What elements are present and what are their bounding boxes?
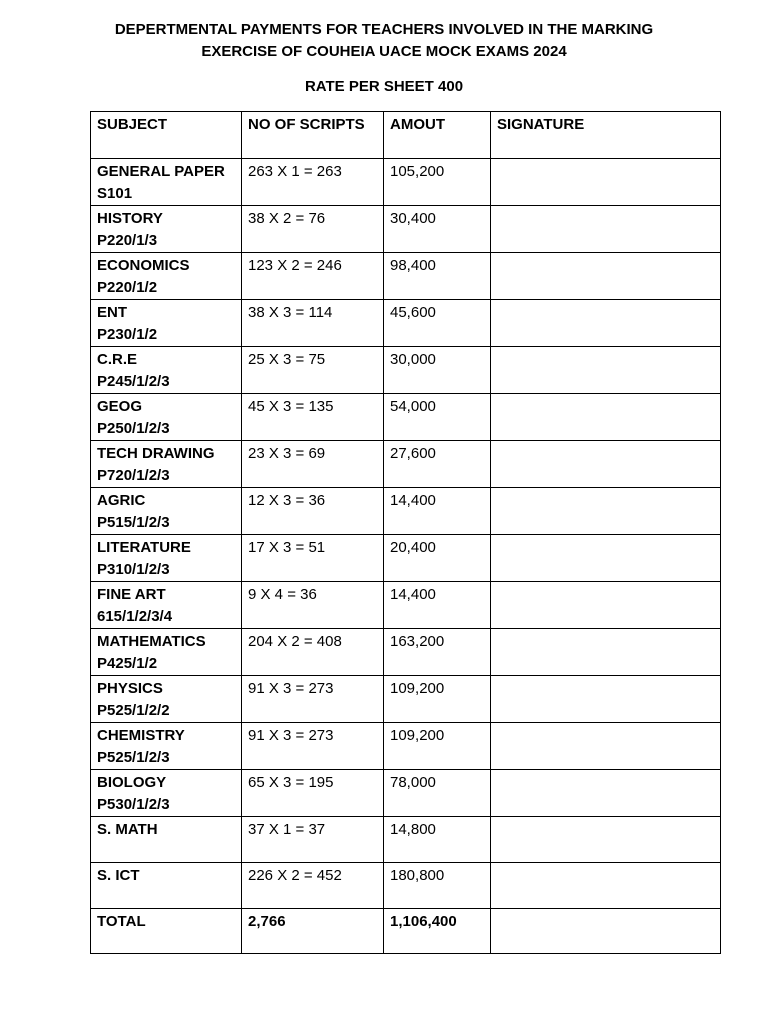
subject-code: P220/1/2 bbox=[97, 279, 158, 296]
subject-code: P310/1/2/3 bbox=[97, 561, 170, 578]
signature-cell bbox=[491, 629, 721, 676]
subject-name: CHEMISTRY bbox=[97, 727, 185, 744]
amount-cell: 30,000 bbox=[384, 347, 491, 394]
subject-code: P245/1/2/3 bbox=[97, 373, 170, 390]
scripts-cell: 38 X 3 = 114 bbox=[242, 300, 384, 347]
amount-cell: 54,000 bbox=[384, 394, 491, 441]
scripts-cell: 91 X 3 = 273 bbox=[242, 676, 384, 723]
table-row bbox=[91, 159, 721, 206]
subject-name: ENT bbox=[97, 304, 127, 321]
scripts-cell: 226 X 2 = 452 bbox=[242, 863, 384, 909]
subject-cell bbox=[91, 817, 242, 863]
scripts-cell: 45 X 3 = 135 bbox=[242, 394, 384, 441]
subject-code: P515/1/2/3 bbox=[97, 514, 170, 531]
scripts-cell: 17 X 3 = 51 bbox=[242, 535, 384, 582]
scripts-cell: 91 X 3 = 273 bbox=[242, 723, 384, 770]
subject-name: GEOG bbox=[97, 398, 143, 415]
subject-cell bbox=[91, 300, 242, 347]
table-row bbox=[91, 817, 721, 863]
table-row bbox=[91, 863, 721, 909]
scripts-cell: 204 X 2 = 408 bbox=[242, 629, 384, 676]
subject-name: PHYSICS bbox=[97, 680, 163, 697]
table-row bbox=[91, 676, 721, 723]
signature-cell bbox=[491, 300, 721, 347]
scripts-cell: 123 X 2 = 246 bbox=[242, 253, 384, 300]
amount-cell: 78,000 bbox=[384, 770, 491, 817]
scripts-cell: 9 X 4 = 36 bbox=[242, 582, 384, 629]
subject-cell bbox=[91, 441, 242, 488]
subject-code: P525/1/2/2 bbox=[97, 702, 170, 719]
scripts-cell: 37 X 1 = 37 bbox=[242, 817, 384, 863]
table-row bbox=[91, 394, 721, 441]
amount-cell: 180,800 bbox=[384, 863, 491, 909]
title-line-2: EXERCISE OF COUHEIA UACE MOCK EXAMS 2024 bbox=[201, 43, 567, 60]
amount-cell: 20,400 bbox=[384, 535, 491, 582]
subject-cell bbox=[91, 676, 242, 723]
subject-code: S101 bbox=[97, 185, 133, 202]
table-row bbox=[91, 347, 721, 394]
payments-table bbox=[90, 111, 721, 954]
signature-cell bbox=[491, 347, 721, 394]
subject-cell bbox=[91, 770, 242, 817]
subject-code: P220/1/3 bbox=[97, 232, 158, 249]
subject-name: HISTORY bbox=[97, 210, 163, 227]
amount-cell: 14,400 bbox=[384, 488, 491, 535]
scripts-cell: 38 X 2 = 76 bbox=[242, 206, 384, 253]
subject-code: P425/1/2 bbox=[97, 655, 158, 672]
table-row bbox=[91, 488, 721, 535]
signature-cell bbox=[491, 676, 721, 723]
amount-cell: 163,200 bbox=[384, 629, 491, 676]
subject-name: FINE ART bbox=[97, 586, 166, 603]
amount-cell: 109,200 bbox=[384, 723, 491, 770]
column-header-scripts: NO OF SCRIPTS bbox=[242, 112, 384, 159]
subject-code: P530/1/2/3 bbox=[97, 796, 170, 813]
subject-code: P525/1/2/3 bbox=[97, 749, 170, 766]
subject-cell bbox=[91, 488, 242, 535]
scripts-cell: 12 X 3 = 36 bbox=[242, 488, 384, 535]
column-header-subject: SUBJECT bbox=[91, 112, 242, 159]
subject-code: P250/1/2/3 bbox=[97, 420, 170, 437]
document-title bbox=[0, 19, 768, 63]
scripts-cell: 263 X 1 = 263 bbox=[242, 159, 384, 206]
subject-name: MATHEMATICS bbox=[97, 633, 206, 650]
amount-cell: 30,400 bbox=[384, 206, 491, 253]
total-amount: 1,106,400 bbox=[384, 909, 491, 954]
column-header-amount: AMOUT bbox=[384, 112, 491, 159]
table-row bbox=[91, 300, 721, 347]
signature-cell bbox=[491, 770, 721, 817]
subject-cell bbox=[91, 629, 242, 676]
subject-cell bbox=[91, 582, 242, 629]
subject-cell bbox=[91, 347, 242, 394]
subject-name: C.R.E bbox=[97, 351, 138, 368]
table-row bbox=[91, 770, 721, 817]
subject-name: S. MATH bbox=[97, 821, 158, 838]
subject-cell bbox=[91, 723, 242, 770]
amount-cell: 98,400 bbox=[384, 253, 491, 300]
subject-code: P720/1/2/3 bbox=[97, 467, 170, 484]
amount-cell: 45,600 bbox=[384, 300, 491, 347]
signature-cell bbox=[491, 253, 721, 300]
signature-cell bbox=[491, 488, 721, 535]
subject-name: ECONOMICS bbox=[97, 257, 190, 274]
subject-cell bbox=[91, 253, 242, 300]
subject-name: AGRIC bbox=[97, 492, 146, 509]
subject-name: LITERATURE bbox=[97, 539, 191, 556]
table-row bbox=[91, 206, 721, 253]
scripts-cell: 65 X 3 = 195 bbox=[242, 770, 384, 817]
subject-name: BIOLOGY bbox=[97, 774, 167, 791]
signature-cell bbox=[491, 863, 721, 909]
amount-cell: 27,600 bbox=[384, 441, 491, 488]
subject-name: GENERAL PAPER bbox=[97, 163, 225, 180]
table-row bbox=[91, 253, 721, 300]
signature-cell bbox=[491, 394, 721, 441]
signature-cell bbox=[491, 817, 721, 863]
subject-name: S. ICT bbox=[97, 867, 140, 884]
subject-cell bbox=[91, 394, 242, 441]
subject-name: TECH DRAWING bbox=[97, 445, 215, 462]
amount-cell: 109,200 bbox=[384, 676, 491, 723]
table-row bbox=[91, 629, 721, 676]
amount-cell: 14,400 bbox=[384, 582, 491, 629]
subject-code: 615/1/2/3/4 bbox=[97, 608, 173, 625]
column-header-signature: SIGNATURE bbox=[491, 112, 721, 159]
rate-per-sheet: RATE PER SHEET 400 bbox=[304, 78, 464, 95]
subject-cell bbox=[91, 206, 242, 253]
scripts-cell: 25 X 3 = 75 bbox=[242, 347, 384, 394]
total-label: TOTAL bbox=[91, 909, 242, 954]
table-row bbox=[91, 723, 721, 770]
subject-cell bbox=[91, 535, 242, 582]
signature-cell bbox=[491, 535, 721, 582]
table-row bbox=[91, 441, 721, 488]
signature-cell bbox=[491, 723, 721, 770]
signature-cell bbox=[491, 206, 721, 253]
total-scripts: 2,766 bbox=[242, 909, 384, 954]
amount-cell: 105,200 bbox=[384, 159, 491, 206]
total-signature bbox=[491, 909, 721, 954]
signature-cell bbox=[491, 582, 721, 629]
table-row bbox=[91, 535, 721, 582]
signature-cell bbox=[491, 441, 721, 488]
amount-cell: 14,800 bbox=[384, 817, 491, 863]
scripts-cell: 23 X 3 = 69 bbox=[242, 441, 384, 488]
subject-code: P230/1/2 bbox=[97, 326, 158, 343]
title-line-1: DEPERTMENTAL PAYMENTS FOR TEACHERS INVOLVED IN THE MARKING bbox=[114, 21, 654, 38]
signature-cell bbox=[491, 159, 721, 206]
subject-cell bbox=[91, 159, 242, 206]
table-row bbox=[91, 582, 721, 629]
total-row bbox=[91, 909, 721, 954]
table-header-row bbox=[91, 112, 721, 159]
subject-cell bbox=[91, 863, 242, 909]
